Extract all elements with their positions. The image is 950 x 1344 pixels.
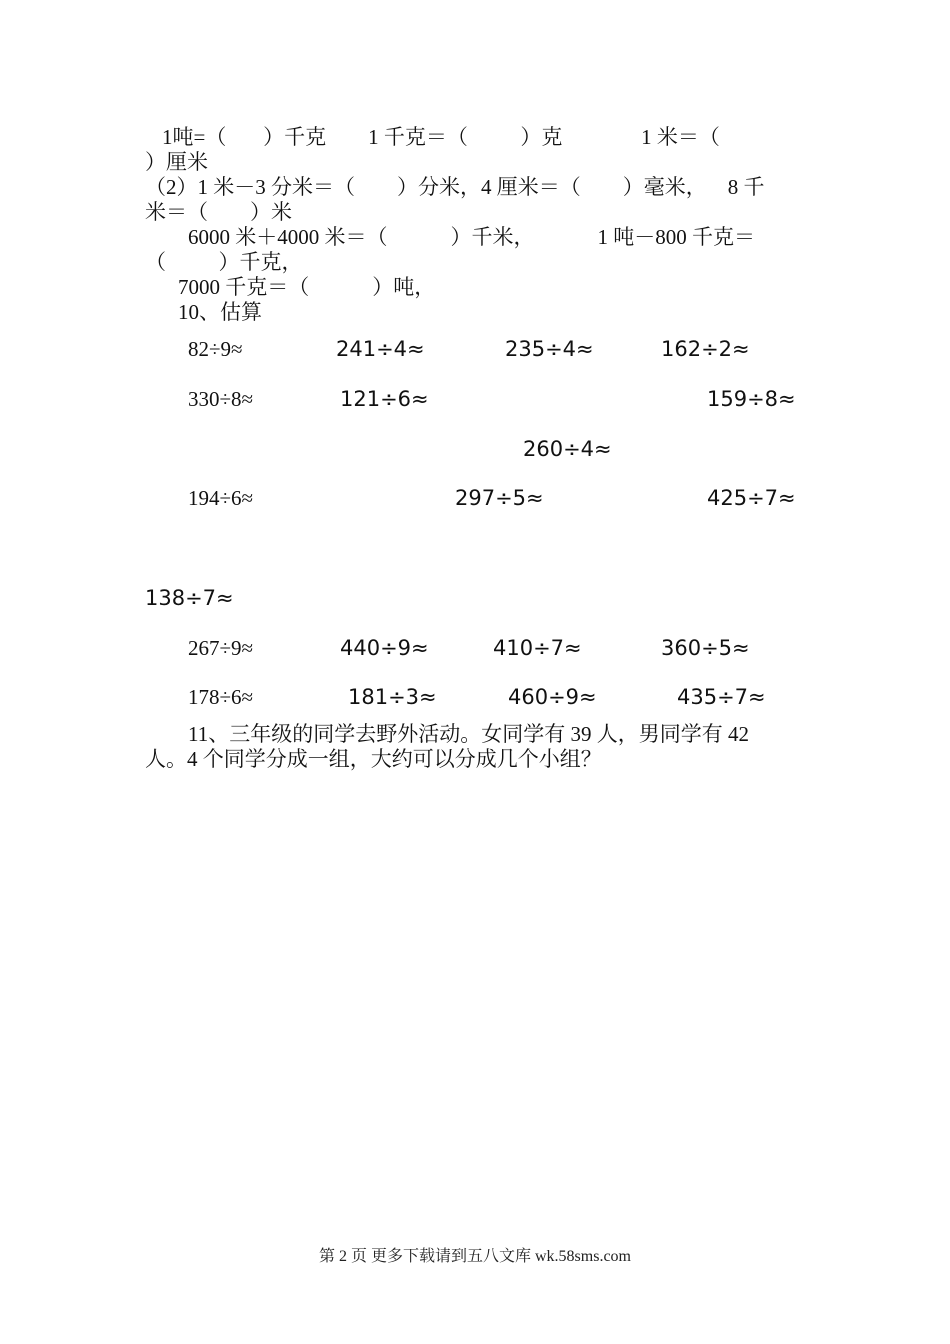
estimate-item: 297÷5≈ [455,486,544,510]
estimate-item: 267÷9≈ [188,636,254,660]
conversion-line-7: 7000 千克＝（ ）吨， [178,275,436,299]
estimate-item: 425÷7≈ [707,486,796,510]
estimate-item: 194÷6≈ [188,486,254,510]
estimate-item: 440÷9≈ [340,636,429,660]
estimate-item: 162÷2≈ [661,337,750,361]
estimate-item: 235÷4≈ [505,337,594,361]
estimate-item: 178÷6≈ [188,685,254,709]
section-10-heading: 10、估算 [178,300,262,324]
estimate-item: 82÷9≈ [188,337,243,361]
conversion-line-3: （2）1 米－3 分米＝（ ）分米，4 厘米＝（ ）毫米， 8 千 [145,175,765,199]
estimate-item: 241÷4≈ [336,337,425,361]
estimate-item: 330÷8≈ [188,387,254,411]
estimate-item: 360÷5≈ [661,636,750,660]
estimate-item: 460÷9≈ [508,685,597,709]
conversion-line-4: 米＝（ ）米 [145,200,292,224]
conversion-line-5: 6000 米＋4000 米＝（ ）千米， 1 吨－800 千克＝ [188,225,755,249]
estimate-item: 138÷7≈ [145,586,234,610]
conversion-line-2: ）厘米 [145,150,208,174]
page-footer: 第 2 页 更多下载请到五八文库 wk.58sms.com [318,1248,631,1265]
estimate-item: 181÷3≈ [348,685,437,709]
estimate-item: 260÷4≈ [523,437,612,461]
estimate-item: 410÷7≈ [493,636,582,660]
problem-11-line-2: 人。4 个同学分成一组，大约可以分成几个小组？ [145,747,602,771]
conversion-line-6: （ ）千克， [145,250,303,274]
problem-11-line-1: 11、三年级的同学去野外活动。女同学有 39 人，男同学有 42 [188,722,749,746]
estimate-item: 121÷6≈ [340,387,429,411]
conversion-line-1: 1吨=（ ）千克 1 千克＝（ ）克 1 米＝（ [162,125,720,149]
estimate-item: 435÷7≈ [677,685,766,709]
estimate-item: 159÷8≈ [707,387,796,411]
